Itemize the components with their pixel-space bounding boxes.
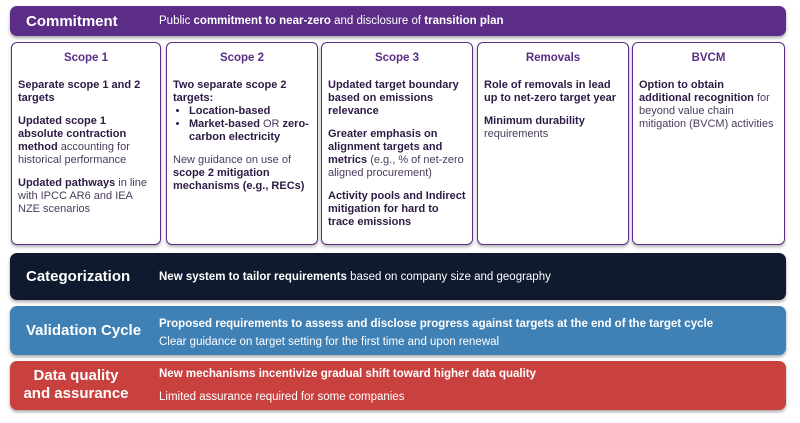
scope3-p2-bold: Greater emphasis on alignment targets and metrics (328, 128, 443, 166)
scope1-card (11, 42, 161, 245)
categorization-text: based on company size and geography (346, 271, 551, 283)
scope1-p2-text: accounting for historical performance (18, 141, 130, 166)
scope1-title: Scope 1 (63, 52, 109, 64)
scope2-p2-bold: scope 2 mitigation mechanisms (e.g., RECs) (173, 167, 305, 192)
validation-label: Validation Cycle (26, 322, 142, 339)
commitment-description (159, 15, 504, 27)
scope3-point-3 (328, 190, 466, 229)
scope3-card (321, 42, 473, 245)
data-quality-line-1: New mechanisms incentivize gradual shift toward higher data quality (159, 368, 537, 380)
commitment-text-2: and disclosure of (330, 15, 425, 27)
scope1-point-3 (18, 177, 154, 216)
scope2-point-2 (173, 154, 311, 193)
scope2-point-1 (173, 79, 311, 105)
scope3-point-2 (328, 128, 466, 180)
categorization-label: Categorization (26, 268, 131, 285)
data-quality-label (10, 367, 142, 403)
scope2-bullet-2-bold: Market-based (189, 118, 260, 130)
removals-point-2 (484, 115, 622, 141)
scope1-p2-bold: Updated scope 1 absolute contraction method (18, 115, 127, 153)
categorization-bold: New system to tailor requirements (159, 271, 347, 283)
scope1-point-2 (18, 115, 154, 167)
scope2-bullet-2-text: OR (259, 118, 283, 130)
commitment-label: Commitment (26, 13, 118, 30)
removals-point-1 (484, 79, 622, 105)
scope1-p3-text: in line with IPCC AR6 and IEA NZE scenarios (18, 177, 147, 215)
bvcm-p1-bold: Option to obtain additional recognition (639, 79, 754, 104)
scope2-bullet-2 (189, 118, 311, 144)
scope1-p1-bold: Separate scope 1 and 2 targets (18, 79, 141, 104)
removals-card (477, 42, 629, 245)
removals-p2-bold: Minimum durability (484, 115, 585, 127)
scope1-p3-bold: Updated pathways (18, 177, 116, 189)
removals-p2-text: requirements (484, 128, 549, 140)
scope2-p2-text: New guidance on use of (173, 154, 292, 166)
bvcm-title: BVCM (691, 52, 726, 64)
commitment-band (10, 6, 786, 36)
removals-p1-bold: Role of removals in lead up to net-zero target year (484, 79, 617, 104)
scope2-bullet-list (173, 105, 311, 144)
commitment-bold-1: commitment to near-zero (193, 15, 331, 27)
data-quality-label-line-2: and assurance (23, 385, 129, 402)
validation-line-1: Proposed requirements to assess and disclose progress against targets at the end of the target cycle (159, 318, 714, 330)
bvcm-p1-text: for beyond value chain mitigation (BVCM) activities (639, 92, 774, 130)
scope2-card (166, 42, 318, 245)
data-quality-label-line-1: Data quality (33, 367, 119, 384)
categorization-band (10, 253, 786, 300)
data-quality-band (10, 361, 786, 410)
scope2-p1-bold: Two separate scope 2 targets: (173, 79, 287, 104)
categorization-description (159, 271, 551, 283)
data-quality-line-2: Limited assurance required for some companies (159, 391, 405, 403)
scope2-bullet-2-bold2: zero-carbon electricity (189, 118, 309, 143)
scope2-bullet-1 (189, 105, 311, 118)
scope3-title: Scope 3 (374, 52, 420, 64)
scope3-p1-bold: Updated target boundary based on emissions relevance (328, 79, 459, 117)
commitment-text-1: Public (159, 15, 194, 27)
bvcm-point-1 (639, 79, 778, 131)
removals-title: Removals (525, 52, 581, 64)
scope3-point-1 (328, 79, 466, 118)
scope2-bullet-1-text: Location-based (189, 105, 271, 117)
validation-line-2: Clear guidance on target setting for the first time and upon renewal (159, 336, 500, 348)
scope2-title: Scope 2 (219, 52, 265, 64)
scope1-point-1 (18, 79, 154, 105)
commitment-bold-2: transition plan (424, 15, 504, 27)
bvcm-card (632, 42, 785, 245)
scope3-p3-bold: Activity pools and Indirect mitigation for hard to trace emissions (328, 190, 466, 228)
scope3-p2-text: (e.g., % of net-zero aligned procurement) (328, 154, 464, 179)
validation-band (10, 306, 786, 355)
